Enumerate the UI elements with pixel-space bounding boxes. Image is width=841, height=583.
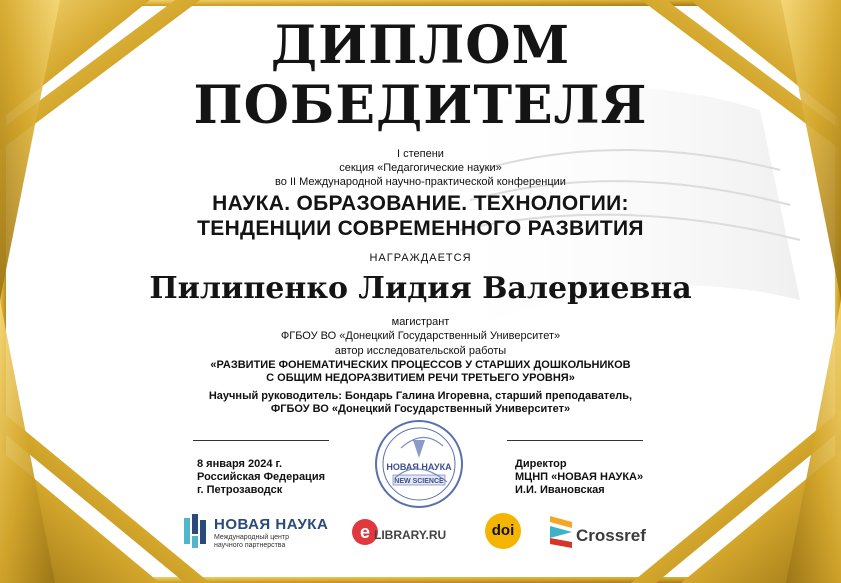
elibrary-logo <box>350 515 470 551</box>
author-label: автор исследовательской работы <box>334 345 507 357</box>
advisor <box>0 390 841 416</box>
signer-position: Директор <box>515 458 567 470</box>
organization-stamp <box>373 418 465 510</box>
nn-logo-title: НОВАЯ НАУКА <box>214 516 329 533</box>
conference-prefix: во II Международной научно-практической конференции <box>275 176 566 188</box>
advisor-line1: Научный руководитель: Бондарь Галина Игоревна, старший преподаватель, <box>208 390 633 402</box>
conference-title <box>0 191 841 241</box>
nn-logo <box>180 512 330 556</box>
crossref-text: Crossref <box>576 526 646 545</box>
award-section: секция «Педагогические науки» <box>339 162 502 174</box>
work-title <box>0 359 841 385</box>
work-title-line1: «РАЗВИТИЕ ФОНЕМАТИЧЕСКИХ ПРОЦЕССОВ У СТАРШИХ ДОШКОЛЬНИКОВ <box>210 359 631 371</box>
crossref-logo <box>548 514 668 550</box>
conference-title-line2: ТЕНДЕНЦИИ СОВРЕМЕННОГО РАЗВИТИЯ <box>197 217 644 240</box>
footer-left <box>197 458 325 497</box>
nn-logo-icon <box>182 514 210 550</box>
nn-logo-subtitle-line1: Международный центр <box>214 534 290 541</box>
work-title-line2: С ОБЩИМ НЕДОРАЗВИТИЕМ РЕЧИ ТРЕТЬЕГО УРОВНЯ» <box>266 372 575 384</box>
signer-name: И.И. Ивановская <box>515 484 605 496</box>
doi-logo <box>485 513 521 549</box>
crossref-icon <box>548 514 574 548</box>
left-signature-line <box>193 440 329 441</box>
recipient-role: магистрант <box>391 316 450 328</box>
svg-text:e: e <box>359 522 371 542</box>
advisor-line2: ФГБОУ ВО «Донецкий Государственный Университет» <box>270 403 571 415</box>
elibrary-text: LIBRARY.RU <box>374 528 447 542</box>
diploma-title: ДИПЛОМ <box>270 15 571 76</box>
issue-city: г. Петрозаводск <box>197 484 283 496</box>
right-signature-line <box>507 440 643 441</box>
stamp-subtitle: NEW SCIENCE <box>394 478 444 485</box>
issue-date: 8 января 2024 г. <box>197 458 283 470</box>
footer-right <box>515 458 643 497</box>
recipient-name: Пилипенко Лидия Валериевна <box>149 271 692 306</box>
conference-title-line1: НАУКА. ОБРАЗОВАНИЕ. ТЕХНОЛОГИИ: <box>212 192 629 215</box>
issue-country: Российская Федерация <box>197 471 325 483</box>
awarded-label: НАГРАЖДАЕТСЯ <box>369 252 472 264</box>
nn-logo-subtitle-line2: научного партнерства <box>214 542 286 549</box>
award-degree: I степени <box>397 148 444 160</box>
diploma-subtitle: ПОБЕДИТЕЛЯ <box>193 75 648 136</box>
recipient-university: ФГБОУ ВО «Донецкий Государственный Университет» <box>280 330 561 342</box>
stamp-title: НОВАЯ НАУКА <box>386 462 452 472</box>
signer-org: МЦНП «НОВАЯ НАУКА» <box>515 471 644 483</box>
nn-logo-subtitle <box>214 534 289 550</box>
doi-text: doi <box>491 522 515 539</box>
